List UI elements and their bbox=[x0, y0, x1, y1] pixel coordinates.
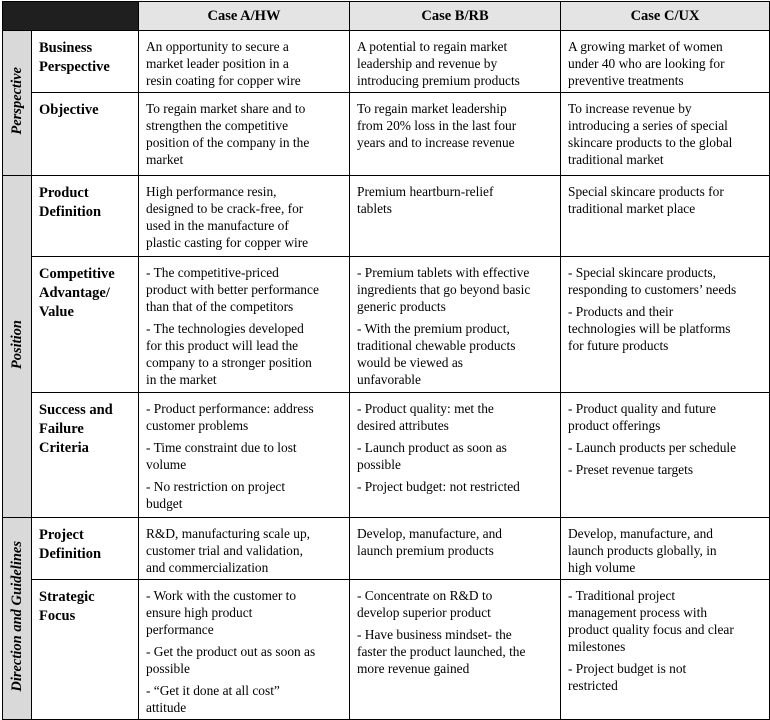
row-label-objective: Objective bbox=[32, 93, 139, 176]
list-item: - Work with the customer to ensure high product performance bbox=[146, 588, 297, 637]
case-comparison-table bbox=[2, 1, 770, 720]
list-item: - Project budget: not restricted bbox=[357, 479, 520, 494]
list-item: - Launch product as soon as possible bbox=[357, 440, 507, 472]
list-item: - No restriction on project budget bbox=[146, 479, 286, 511]
list-item: - Special skincare products, responding to customers’ needs bbox=[568, 265, 737, 297]
row-label-success-failure-criteria: Success and Failure Criteria bbox=[32, 393, 139, 518]
cell-strategic-focus-case-a bbox=[139, 580, 350, 720]
list-item: - Time constraint due to lost volume bbox=[146, 440, 297, 472]
list-item: - Product quality and future product offerings bbox=[568, 401, 717, 433]
cell-objective-case-c: To increase revenue by introducing a series of special skincare products to the global traditional market bbox=[561, 93, 770, 176]
list-item: - Get the product out as soon as possible bbox=[146, 644, 316, 676]
cell-competitive-advantage-case-c bbox=[561, 257, 770, 393]
list-item: - Have business mindset- the faster the product launched, the more revenue gained bbox=[357, 627, 526, 676]
column-header-case-c: Case C/UX bbox=[561, 2, 770, 31]
header-row bbox=[3, 2, 770, 31]
section-label-position: Position bbox=[8, 319, 25, 370]
cell-strategic-focus-case-c bbox=[561, 580, 770, 720]
table-row bbox=[3, 31, 770, 93]
row-label-project-definition: Project Definition bbox=[32, 518, 139, 580]
list-item: - The technologies developed for this product will lead the company to a stronger position in the market bbox=[146, 321, 312, 387]
list-item: - Project budget is not restricted bbox=[568, 661, 687, 693]
cell-competitive-advantage-case-a bbox=[139, 257, 350, 393]
cell-success-failure-case-b bbox=[350, 393, 561, 518]
list-item: - “Get it done at all cost” attitude bbox=[146, 683, 280, 715]
list-item: - Traditional project management process with product quality focus and clear milestones bbox=[568, 588, 734, 654]
column-header-case-b: Case B/RB bbox=[350, 2, 561, 31]
column-header-case-a: Case A/HW bbox=[139, 2, 350, 31]
comparison-table-wrapper bbox=[2, 1, 770, 720]
cell-business-perspective-case-b: A potential to regain market leadership and revenue by introducing premium products bbox=[350, 31, 561, 93]
corner-cell bbox=[3, 2, 139, 31]
list-item: - Preset revenue targets bbox=[568, 462, 694, 477]
cell-project-definition-case-b: Develop, manufacture, and launch premium products bbox=[350, 518, 561, 580]
section-position bbox=[3, 176, 32, 518]
cell-objective-case-b: To regain market leadership from 20% loss in the last four years and to increase revenue bbox=[350, 93, 561, 176]
cell-success-failure-case-a bbox=[139, 393, 350, 518]
cell-success-failure-case-c bbox=[561, 393, 770, 518]
cell-business-perspective-case-a: An opportunity to secure a market leader position in a resin coating for copper wire bbox=[139, 31, 350, 93]
table-row bbox=[3, 580, 770, 720]
cell-project-definition-case-c: Develop, manufacture, and launch products globally, in high volume bbox=[561, 518, 770, 580]
table-row bbox=[3, 176, 770, 257]
list-item: - Products and their technologies will be platforms for future products bbox=[568, 304, 731, 353]
table-row bbox=[3, 93, 770, 176]
cell-competitive-advantage-case-b bbox=[350, 257, 561, 393]
row-label-competitive-advantage: Competitive Advantage/ Value bbox=[32, 257, 139, 393]
section-label-direction-guidelines: Direction and Guidelines bbox=[8, 541, 25, 692]
list-item: - Product performance: address customer problems bbox=[146, 401, 314, 433]
row-label-business-perspective: Business Perspective bbox=[32, 31, 139, 93]
table-row bbox=[3, 518, 770, 580]
list-item: - Product quality: met the desired attributes bbox=[357, 401, 494, 433]
row-label-strategic-focus: Strategic Focus bbox=[32, 580, 139, 720]
cell-project-definition-case-a: R&D, manufacturing scale up, customer trial and validation, and commercialization bbox=[139, 518, 350, 580]
list-item: - The competitive-priced product with better performance than that of the competitors bbox=[146, 265, 319, 314]
list-item: - Premium tablets with effective ingredients that go beyond basic generic products bbox=[357, 265, 531, 314]
row-label-product-definition: Product Definition bbox=[32, 176, 139, 257]
cell-product-definition-case-a: High performance resin, designed to be crack-free, for used in the manufacture of plastic casting for copper wire bbox=[139, 176, 350, 257]
cell-objective-case-a: To regain market share and to strengthen the competitive position of the company in the market bbox=[139, 93, 350, 176]
section-direction-guidelines bbox=[3, 518, 32, 720]
list-item: - Launch products per schedule bbox=[568, 440, 737, 455]
section-perspective bbox=[3, 31, 32, 176]
cell-product-definition-case-c: Special skincare products for traditional market place bbox=[561, 176, 770, 257]
cell-business-perspective-case-c: A growing market of women under 40 who are looking for preventive treatments bbox=[561, 31, 770, 93]
cell-product-definition-case-b: Premium heartburn-relief tablets bbox=[350, 176, 561, 257]
list-item: - Concentrate on R&D to develop superior product bbox=[357, 588, 493, 620]
table-row bbox=[3, 393, 770, 518]
section-label-perspective: Perspective bbox=[8, 67, 25, 135]
cell-strategic-focus-case-b bbox=[350, 580, 561, 720]
table-row bbox=[3, 257, 770, 393]
list-item: - With the premium product, traditional chewable products would be viewed as unfavorable bbox=[357, 321, 516, 387]
